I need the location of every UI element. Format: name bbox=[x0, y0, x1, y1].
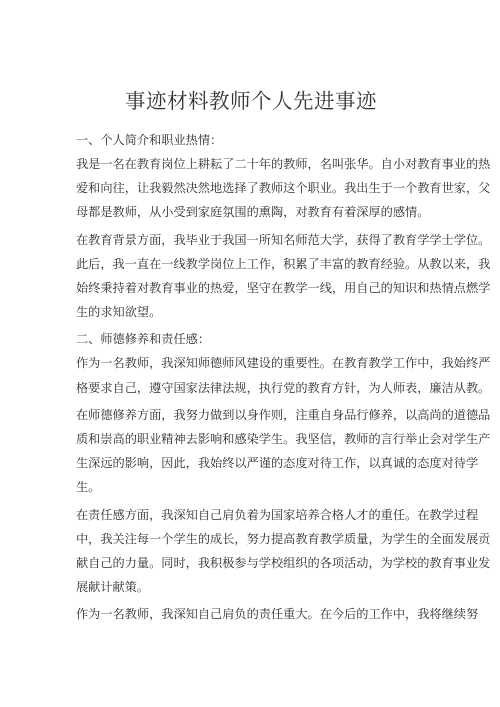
text-line: 我是一名在教育岗位上耕耘了二十年的教师，名叫张华。自小对教育事业的热 bbox=[76, 157, 491, 171]
text-line: 生深远的影响，因此，我始终以严谨的态度对待工作，以真诚的态度对待学 bbox=[76, 456, 479, 471]
text-line: 献自己的力量。同时，我积极参与学校组织的各项活动，为学校的教育事业发 bbox=[76, 556, 491, 571]
text-line: 质和崇高的职业精神去影响和感染学生。我坚信，教师的言行举止会对学生产 bbox=[76, 432, 491, 447]
paragraph bbox=[76, 228, 491, 325]
text-line: 在责任感方面，我深知自己肩负着为国家培养合格人才的重任。在教学过程 bbox=[76, 507, 479, 522]
document-title: 事迹材料教师个人先进事迹 bbox=[125, 89, 377, 113]
text-line: 始终秉持着对教育事业的热爱，坚守在教学一线，用自己的知识和热情点燃学 bbox=[76, 281, 491, 296]
paragraph bbox=[76, 403, 491, 500]
section-heading-1: 一、个人简介和职业热情： bbox=[76, 133, 223, 147]
text-line: 格要求自己，遵守国家法律法规，执行党的教育方针，为人师表，廉洁从教。 bbox=[76, 380, 491, 395]
text-line: 作为一名教师，我深知师德师风建设的重要性。在教育教学工作中，我始终严 bbox=[76, 356, 491, 371]
text-line: 生的求知欲望。 bbox=[76, 305, 162, 320]
text-line: 在师德修养方面，我努力做到以身作则，注重自身品行修养，以高尚的道德品 bbox=[76, 407, 491, 422]
paragraph bbox=[76, 602, 479, 626]
paragraph bbox=[76, 351, 491, 399]
text-line: 母都是教师，从小受到家庭氛围的熏陶，对教育有着深厚的感情。 bbox=[76, 205, 430, 220]
text-line: 此后，我一直在一线教学岗位上工作，积累了丰富的教育经验。从教以来，我 bbox=[76, 256, 491, 271]
text-line: 中，我关注每一个学生的成长，努力提高教育教学质量，为学生的全面发展贡 bbox=[76, 531, 491, 546]
paragraph bbox=[76, 503, 491, 600]
text-line: 作为一名教师，我深知自己肩负的责任重大。在今后的工作中，我将继续努 bbox=[76, 607, 479, 622]
text-line: 在教育背景方面，我毕业于我国一所知名师范大学，获得了教育学学士学位。 bbox=[76, 232, 491, 247]
section-heading-2: 二、师德修养和责任感： bbox=[76, 332, 211, 347]
text-line: 生。 bbox=[76, 480, 101, 495]
text-line: 展献计献策。 bbox=[76, 580, 150, 595]
document-body bbox=[76, 128, 491, 627]
text-line: 爱和向往，让我毅然决然地选择了教师这个职业。我出生于一个教育世家，父 bbox=[76, 181, 491, 196]
paragraph bbox=[76, 152, 491, 225]
